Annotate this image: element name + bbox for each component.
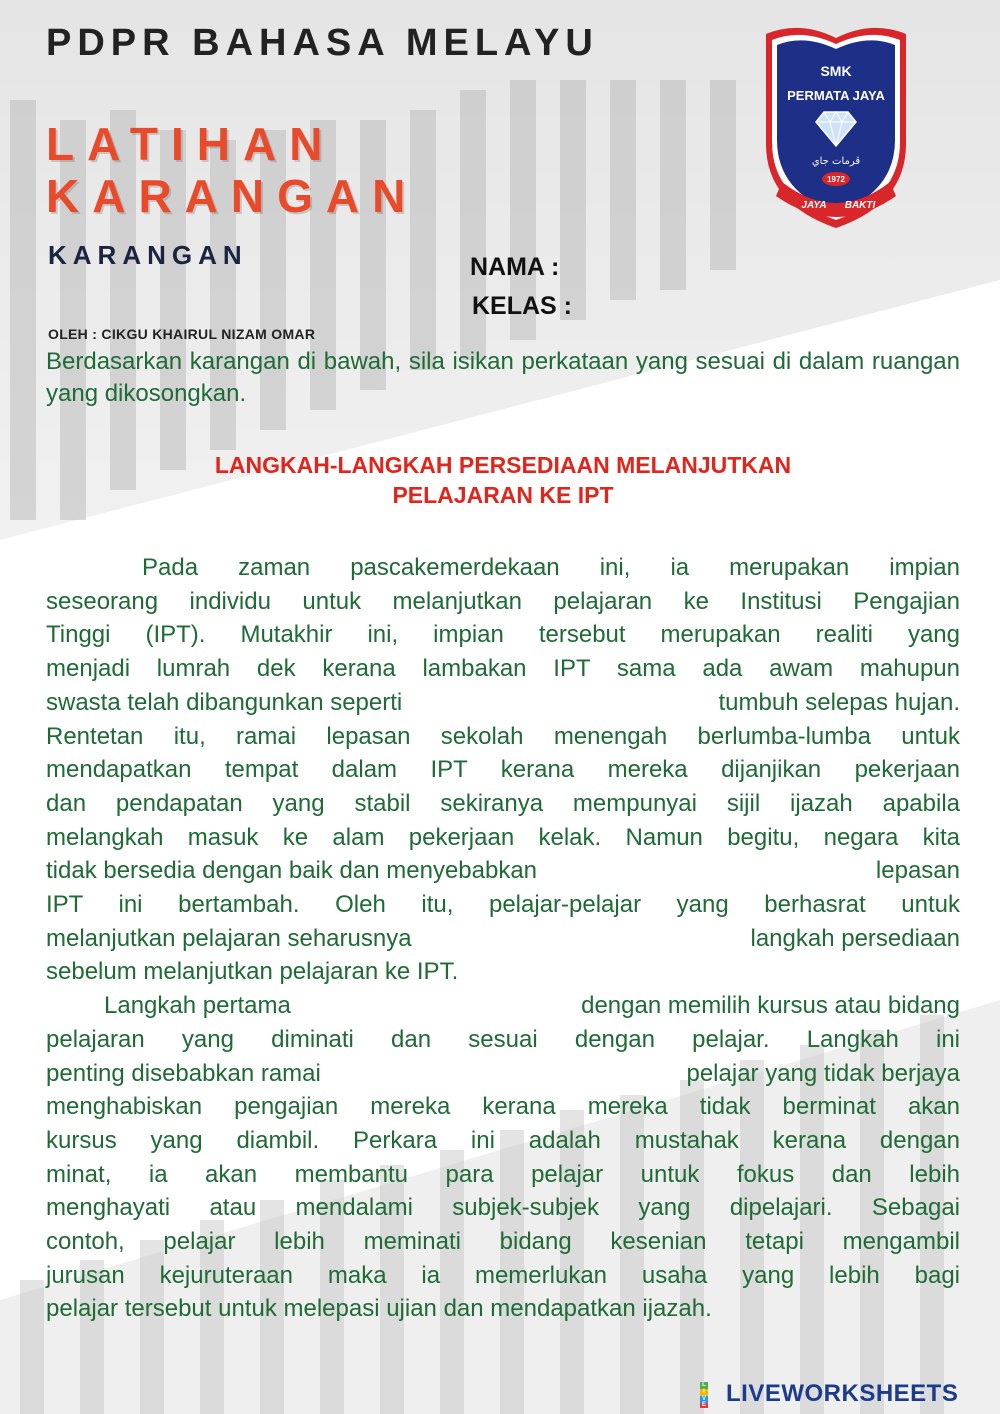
- essay-body: [46, 551, 960, 1326]
- essay-segment: dengan memilih kursus atau bidang: [581, 992, 960, 1020]
- essay-segment: melanjutkan pelajaran seharusnya: [46, 924, 412, 952]
- essay-title: [46, 450, 960, 510]
- cube-letter: L: [700, 1382, 708, 1389]
- liveworksheets-logo-icon: [700, 1382, 722, 1408]
- essay-segment: pelajar yang tidak berjaya: [686, 1059, 960, 1087]
- logo-motto-right: BAKTI: [844, 200, 876, 211]
- essay-line: menghayati atau mendalami subjek-subjek yang dipelajari. Sebagai: [46, 1194, 960, 1222]
- essay-segment: penting disebabkan ramai: [46, 1059, 321, 1087]
- essay-line: minat, ia akan membantu para pelajar untuk fokus dan lebih: [46, 1160, 960, 1188]
- essay-line: pelajaran yang diminati dan sesuai dengan pelajar. Langkah ini: [46, 1025, 960, 1053]
- instruction-text: Berdasarkan karangan di bawah, sila isikan perkataan yang sesuai di dalam ruangan yang dikosongkan.: [46, 348, 960, 407]
- logo-text-smk: SMK: [820, 63, 852, 79]
- essay-segment: lepasan: [875, 857, 960, 885]
- header-title: PDPR BAHASA MELAYU: [46, 22, 599, 64]
- logo-jawi-text: ڤرمات جاي: [811, 156, 861, 167]
- latihan-heading: [46, 118, 418, 222]
- essay-line: melangkah masuk ke alam pekerjaan kelak. Namun begitu, negara kita: [46, 823, 960, 851]
- essay-line: kursus yang diambil. Perkara ini adalah mustahak kerana dengan: [46, 1126, 960, 1154]
- essay-line: mendapatkan tempat dalam IPT kerana mereka dijanjikan pekerjaan: [46, 756, 960, 784]
- kelas-label: KELAS :: [472, 292, 572, 320]
- cube-letter: I: [700, 1389, 708, 1396]
- school-logo: [760, 14, 912, 234]
- essay-line: [46, 686, 960, 720]
- essay-line: [46, 989, 960, 1023]
- logo-text-permata-jaya: PERMATA JAYA: [787, 88, 885, 103]
- essay-line: menghabiskan pengajian mereka kerana mereka tidak berminat akan: [46, 1093, 960, 1121]
- paragraph-1: [46, 551, 960, 989]
- liveworksheets-text: LIVEWORKSHEETS: [726, 1380, 959, 1407]
- paragraph-2: [46, 989, 960, 1326]
- header-subtitle: KARANGAN: [48, 240, 248, 270]
- essay-title-line-2: PELAJARAN KE IPT: [392, 482, 614, 508]
- essay-line: [46, 922, 960, 956]
- logo-year: 1972: [827, 175, 845, 184]
- latihan-line-2: KARANGAN: [46, 170, 419, 222]
- essay-line: seseorang individu untuk melanjutkan pelajaran ke Institusi Pengajian: [46, 587, 960, 615]
- essay-line: menjadi lumrah dek kerana lambakan IPT sama ada awam mahupun: [46, 655, 960, 683]
- latihan-line-1: LATIHAN: [46, 118, 336, 170]
- logo-motto-left: JAYA: [801, 200, 827, 211]
- essay-line: [46, 1057, 960, 1091]
- essay-line: contoh, pelajar lebih meminati bidang kesenian tetapi mengambil: [46, 1228, 960, 1256]
- cube-letter: E: [701, 1402, 706, 1408]
- essay-segment: langkah persediaan: [750, 924, 960, 952]
- essay-line: sebelum melanjutkan pelajaran ke IPT.: [46, 958, 459, 986]
- essay-line: Pada zaman pascakemerdekaan ini, ia merupakan impian: [142, 554, 960, 581]
- essay-line: Tinggi (IPT). Mutakhir ini, impian tersebut merupakan realiti yang: [46, 621, 960, 649]
- essay-segment: swasta telah dibangunkan seperti: [46, 688, 403, 716]
- essay-line: Rentetan itu, ramai lepasan sekolah menengah berlumba-lumba untuk: [46, 722, 960, 750]
- cube-letter: V: [701, 1396, 706, 1402]
- essay-line: [46, 854, 960, 888]
- author-credit: OLEH : CIKGU KHAIRUL NIZAM OMAR: [48, 326, 316, 342]
- essay-segment: Langkah pertama: [104, 992, 291, 1020]
- essay-title-line-1: LANGKAH-LANGKAH PERSEDIAAN MELANJUTKAN: [214, 452, 792, 478]
- liveworksheets-brand[interactable]: [700, 1378, 994, 1410]
- essay-segment: tidak bersedia dengan baik dan menyebabkan: [46, 857, 538, 885]
- essay-line: pelajar tersebut untuk melepasi ujian dan mendapatkan ijazah.: [46, 1295, 712, 1323]
- essay-segment: tumbuh selepas hujan.: [718, 688, 960, 716]
- essay-line: jurusan kejuruteraan maka ia memerlukan usaha yang lebih bagi: [46, 1261, 960, 1289]
- essay-line: dan pendapatan yang stabil sekiranya mempunyai sijil ijazah apabila: [46, 789, 960, 817]
- nama-label: NAMA :: [470, 253, 560, 281]
- essay-line: IPT ini bertambah. Oleh itu, pelajar-pelajar yang berhasrat untuk: [46, 891, 960, 919]
